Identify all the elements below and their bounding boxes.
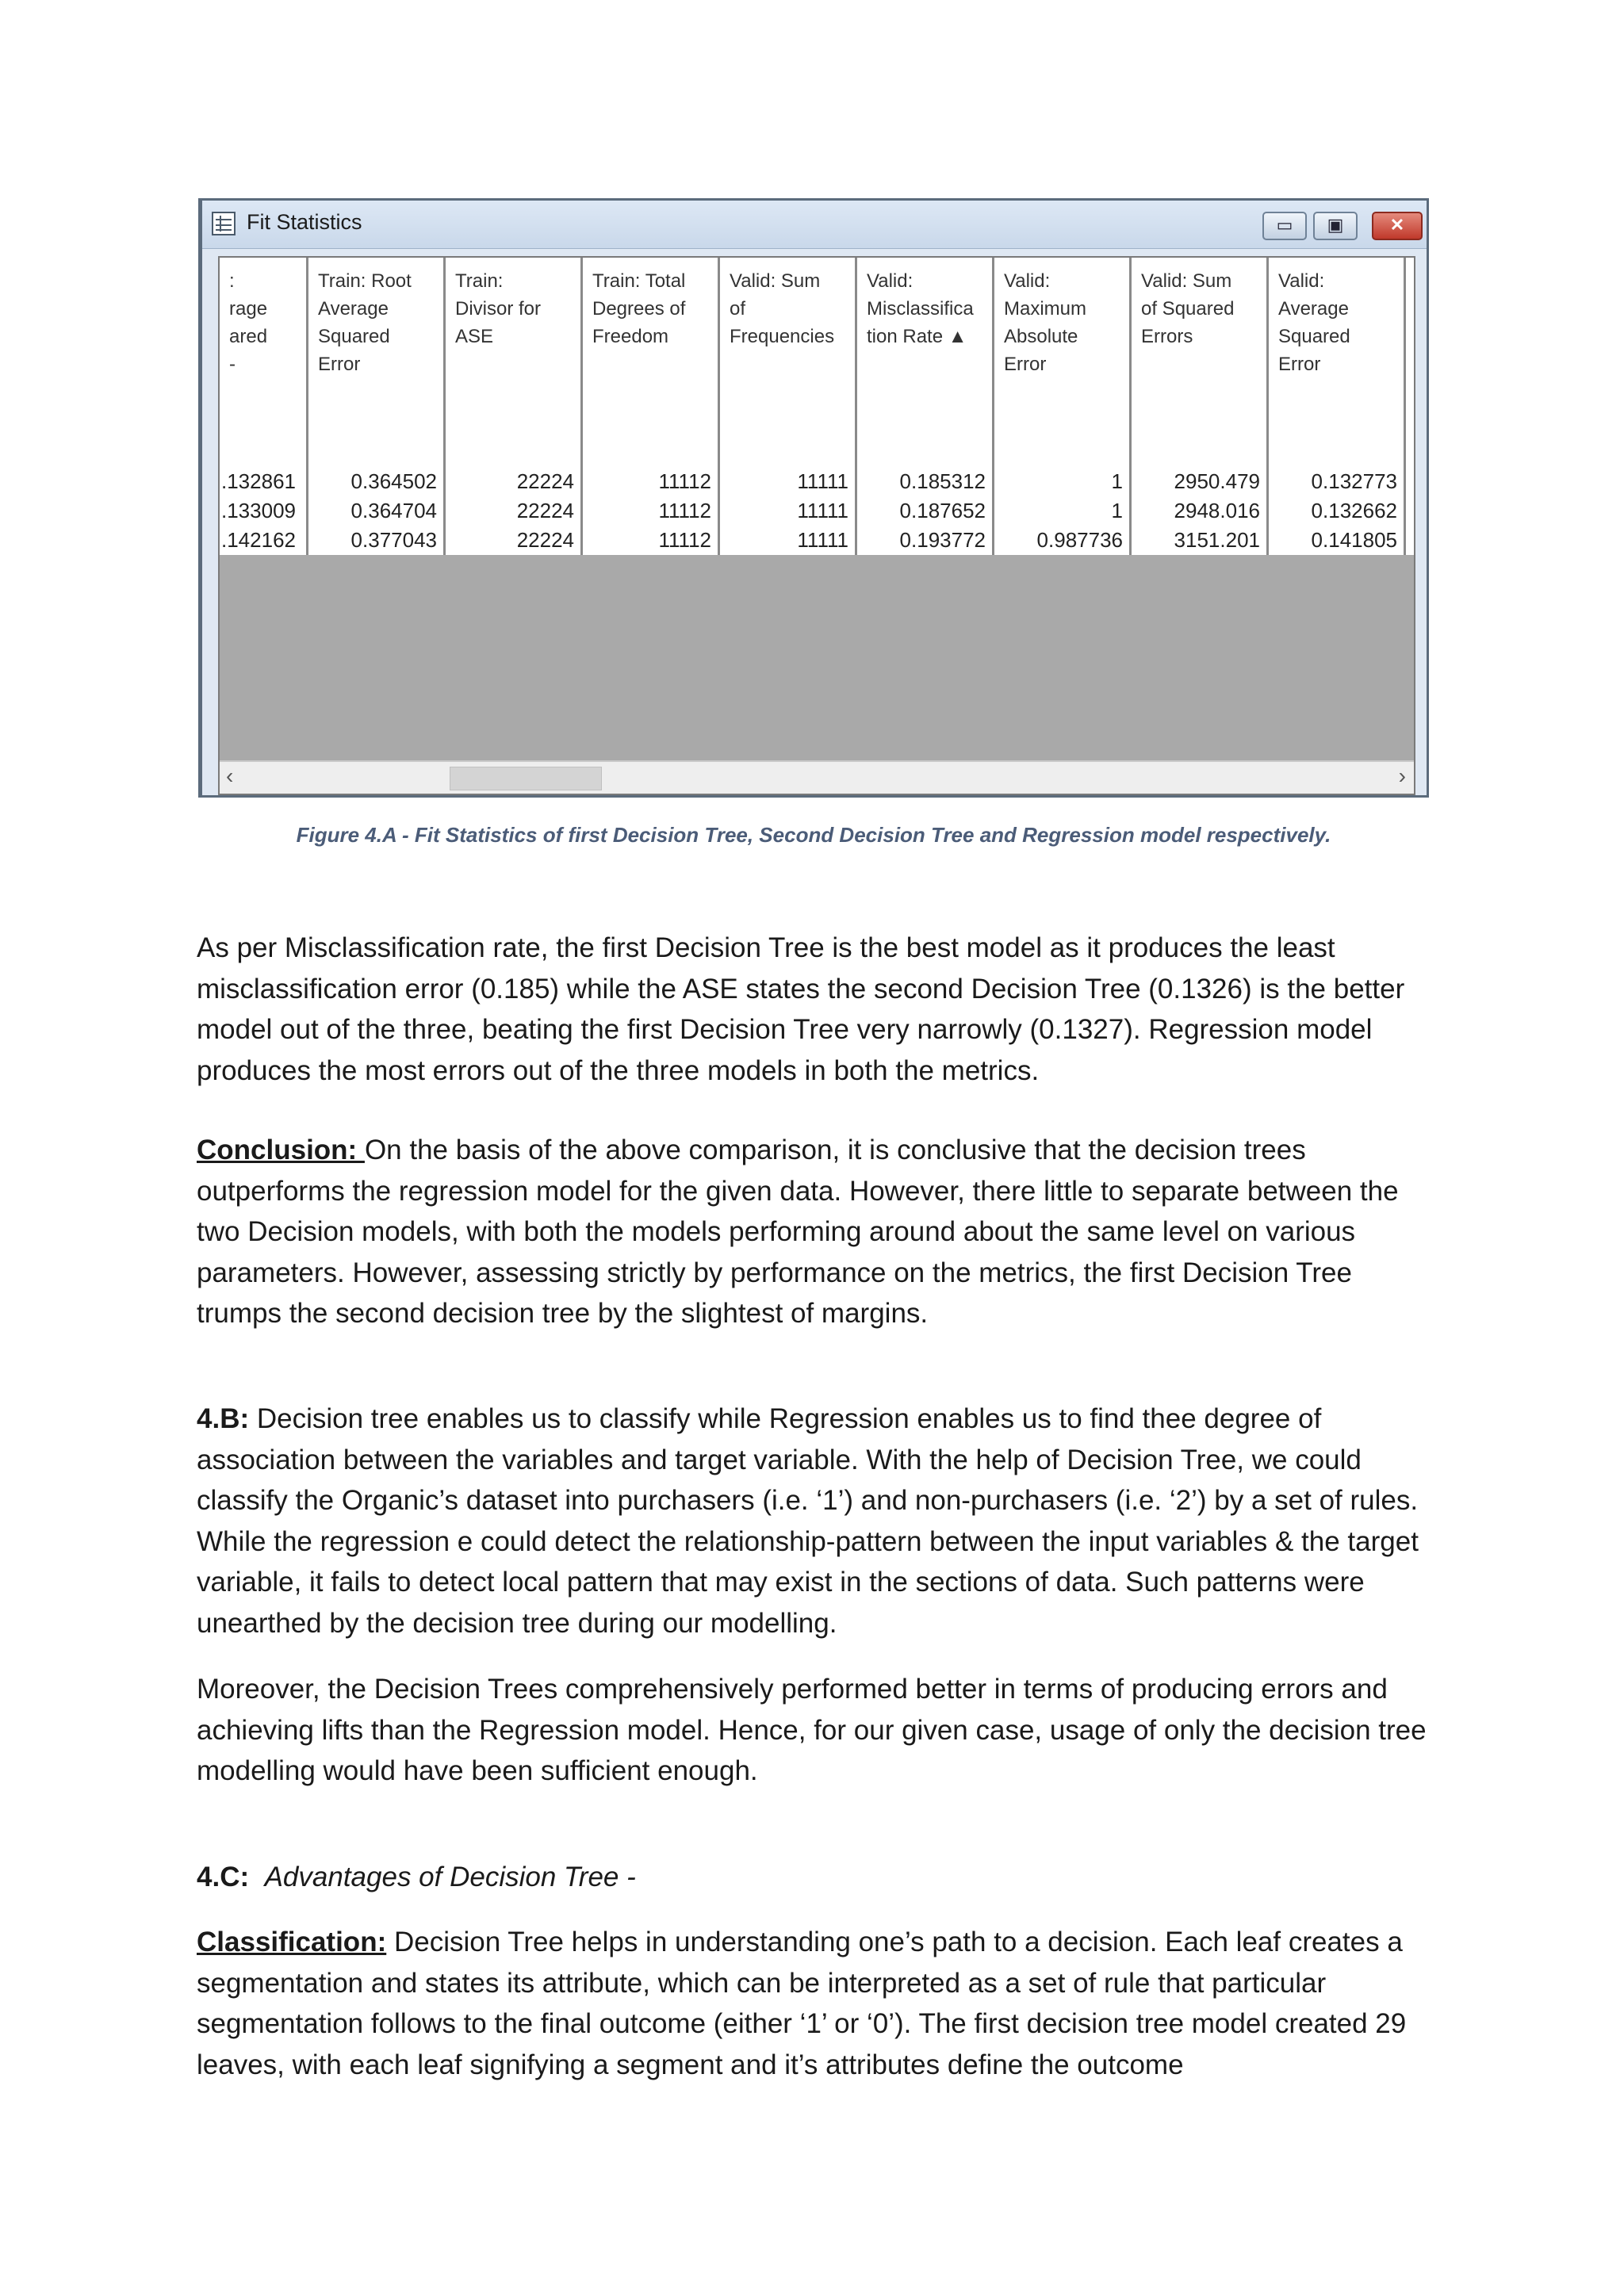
table-cell: 22224 bbox=[446, 526, 583, 555]
column-header[interactable]: Valid: Average Squared Error bbox=[1269, 258, 1406, 467]
column-header[interactable]: Train: Total Degrees of Freedom bbox=[583, 258, 720, 467]
table-cell: 11111 bbox=[720, 526, 857, 555]
table-cell: 0.377043 bbox=[308, 526, 446, 555]
table-cell: 0.364704 bbox=[308, 496, 446, 526]
column-header[interactable]: Train: Divisor for ASE bbox=[446, 258, 583, 467]
section-4c-title: Advantages of Decision Tree - bbox=[264, 1862, 636, 1892]
table-cell: 2948.016 bbox=[1132, 496, 1269, 526]
table-cell: 22224 bbox=[446, 467, 583, 496]
column-header[interactable]: Valid: Sum of Frequencies bbox=[720, 258, 857, 467]
table-cell: 11112 bbox=[583, 496, 720, 526]
scroll-right-icon[interactable]: › bbox=[1398, 763, 1406, 788]
table-cell: 11112 bbox=[583, 467, 720, 496]
classification-text: Decision Tree helps in understanding one’s path to a decision. Each leaf creates a segmentation and states its attribute, which can be interpreted as a set of rule that particular segmentation follows to the final outcome (either ‘1’ or ‘0’). The first decision tree model created 29 leaves, with each leaf signifying a segment and it’s attributes define the outcome bbox=[197, 1927, 1407, 2080]
paragraph-4b bbox=[197, 1399, 1434, 1644]
conclusion-label: Conclusion: bbox=[197, 1135, 365, 1165]
table-cell: 2950.479 bbox=[1132, 467, 1269, 496]
paragraph-classification bbox=[197, 1922, 1434, 2085]
table-cell: 1 bbox=[994, 467, 1132, 496]
table-cell: .133009 bbox=[220, 496, 308, 526]
fit-statistics-grid[interactable] bbox=[218, 256, 1415, 795]
paragraph-misclassification: As per Misclassification rate, the first Decision Tree is the best model as it produces the least misclassification error (0.185) while the ASE states the second Decision Tree (0.1326) is the better model out of the three, beating the first Decision Tree very narrowly (0.1327). Regression model produces the most errors out of the three models in both the metrics. bbox=[197, 932, 1405, 1086]
fit-statistics-window bbox=[198, 198, 1429, 798]
table-row[interactable] bbox=[220, 526, 1415, 555]
section-4b-label: 4.B: bbox=[197, 1403, 250, 1434]
table-cell: 11111 bbox=[720, 496, 857, 526]
window-titlebar[interactable] bbox=[202, 201, 1427, 249]
window-title: Fit Statistics bbox=[247, 210, 362, 234]
table-row[interactable] bbox=[220, 467, 1415, 496]
section-4c-heading bbox=[197, 1857, 1434, 1898]
table-cell: .142162 bbox=[220, 526, 308, 555]
table-cell: 0.132773 bbox=[1269, 467, 1406, 496]
column-header-sorted[interactable]: Valid: Misclassifica tion Rate ▲ bbox=[857, 258, 994, 467]
table-cell: 0.187652 bbox=[857, 496, 994, 526]
table-icon bbox=[212, 212, 236, 235]
restore-button[interactable]: ▣ bbox=[1313, 212, 1358, 240]
paragraph-moreover: Moreover, the Decision Trees comprehensively performed better in terms of producing errors and achieving lifts than the Regression model. Hence, for our given case, usage of only the decision tree modelling would have been sufficient enough. bbox=[197, 1674, 1427, 1786]
minimize-button[interactable]: ▭ bbox=[1262, 212, 1307, 240]
column-header[interactable]: Valid: Sum of Squared Errors bbox=[1132, 258, 1269, 467]
table-cell: 11111 bbox=[720, 467, 857, 496]
paragraph-conclusion bbox=[197, 1130, 1434, 1334]
classification-label: Classification: bbox=[197, 1927, 387, 1957]
conclusion-text: On the basis of the above comparison, it is conclusive that the decision trees outperforms the regression model for the given data. However, there little to separate between the two Decision models, with both the models performing around about the same level on various parameters. However, assessing strictly by performance on the metrics, the first Decision Tree trumps the second decision tree by the slightest of margins. bbox=[197, 1135, 1399, 1329]
close-button[interactable]: ✕ bbox=[1372, 212, 1423, 240]
section-4b-text: Decision tree enables us to classify while Regression enables us to find thee degree of association between the variables and target variable. With the help of Decision Tree, we could classify the Organic’s dataset into purchasers (i.e. ‘1’) and non-purchasers (i.e. ‘2’) by a set of rules. While the regression e could detect the relationship-pattern between the input variables & the target variable, it fails to detect local pattern that may exist in the sections of data. Such patterns were unearthed by the decision tree during our modelling. bbox=[197, 1403, 1419, 1639]
section-4c-label: 4.C: bbox=[197, 1862, 250, 1892]
table-cell: 0.185312 bbox=[857, 467, 994, 496]
figure-caption: Figure 4.A - Fit Statistics of first Decision Tree, Second Decision Tree and Regression model respectively. bbox=[296, 823, 1331, 847]
table-cell: 22224 bbox=[446, 496, 583, 526]
column-header[interactable]: Valid: Maximum Absolute Error bbox=[994, 258, 1132, 467]
table-cell: 1 bbox=[994, 496, 1132, 526]
table-cell: 3151.201 bbox=[1132, 526, 1269, 555]
table-cell: 0.987736 bbox=[994, 526, 1132, 555]
table-row[interactable] bbox=[220, 496, 1415, 526]
column-header[interactable]: : rage ared - bbox=[220, 258, 308, 467]
table-header-row bbox=[220, 258, 1415, 467]
table-cell: 0.141805 bbox=[1269, 526, 1406, 555]
table-cell: 0.364502 bbox=[308, 467, 446, 496]
scroll-left-icon[interactable]: ‹ bbox=[226, 763, 234, 788]
scrollbar-thumb[interactable] bbox=[450, 767, 602, 790]
table-cell: .132861 bbox=[220, 467, 308, 496]
horizontal-scrollbar[interactable] bbox=[220, 760, 1414, 794]
column-header[interactable]: Train: Root Average Squared Error bbox=[308, 258, 446, 467]
table-cell: 11112 bbox=[583, 526, 720, 555]
table-cell: 0.193772 bbox=[857, 526, 994, 555]
table-cell: 0.132662 bbox=[1269, 496, 1406, 526]
